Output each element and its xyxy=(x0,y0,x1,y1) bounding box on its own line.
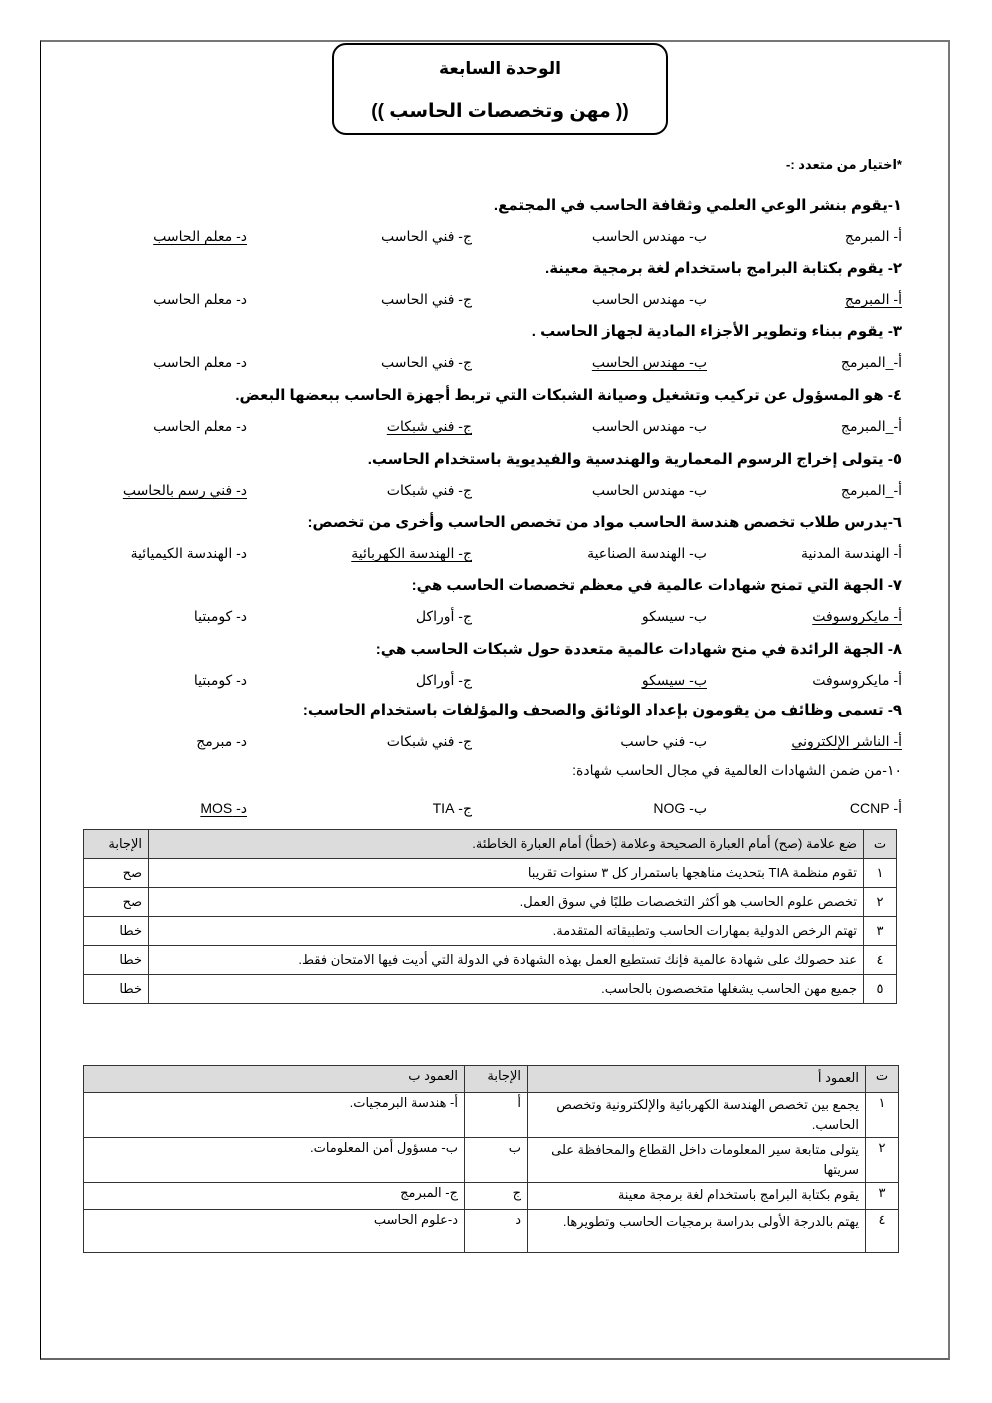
answer-option: د- كومبتيا xyxy=(193,672,247,688)
header-number: ت xyxy=(864,830,897,859)
true-false-table xyxy=(83,829,897,1004)
answer-option-correct: د- MOS xyxy=(200,800,247,816)
row-answer: د xyxy=(465,1210,528,1253)
answer-option-correct: ج- فني شبكات xyxy=(386,418,472,434)
answer-option-correct: أ- الناشر الإلكتروني xyxy=(791,733,902,749)
answer-option: د- الهندسة الكيميائية xyxy=(130,545,247,561)
header-number: ت xyxy=(866,1066,899,1093)
answer-option: ب- مهندس الحاسب xyxy=(591,228,707,244)
question-text: ١٠-من ضمن الشهادات العالمية في مجال الحاسب شهادة: xyxy=(572,762,902,778)
row-answer: خطا xyxy=(84,917,149,946)
answer-option-correct: د- فني رسم بالحاسب xyxy=(122,482,247,498)
table-row xyxy=(84,1210,899,1253)
row-number: ٢ xyxy=(866,1138,899,1183)
answer-option-correct: أ- مايكروسوفت xyxy=(812,608,902,624)
unit-title: الوحدة السابعة xyxy=(439,59,561,78)
answer-option: ج- فني شبكات xyxy=(386,482,472,498)
question-text: ٦-يدرس طلاب تخصص هندسة الحاسب مواد من تخصص الحاسب وأخرى من تخصص: xyxy=(307,514,902,531)
row-answer: ج xyxy=(465,1183,528,1210)
row-statement: عند حصولك على شهادة عالمية فإنك تستطيع العمل بهذه الشهادة في الدولة التي أديت فيها الامتحان فقط. xyxy=(149,946,864,975)
mcq-section-label: *اختيار من متعدد :- xyxy=(786,157,902,172)
answer-option: ج- فني الحاسب xyxy=(381,354,472,370)
table-row xyxy=(84,917,897,946)
answer-option-correct: د- معلم الحاسب xyxy=(153,228,247,244)
row-statement: تهتم الرخص الدولية بمهارات الحاسب وتطبيقاته المتقدمة. xyxy=(149,917,864,946)
answer-option: ج- فني الحاسب xyxy=(381,291,472,307)
row-number: ٢ xyxy=(864,888,897,917)
question-text: ٨- الجهة الرائدة في منح شهادات عالمية متعددة حول شبكات الحاسب هي: xyxy=(375,641,902,658)
answer-option: ب- مهندس الحاسب xyxy=(591,418,707,434)
answer-option: د- معلم الحاسب xyxy=(153,354,247,370)
answer-option: ب- مهندس الحاسب xyxy=(591,482,707,498)
answer-option: د- مبرمج xyxy=(196,733,247,749)
row-number: ٥ xyxy=(864,975,897,1004)
answer-option: ب- سيسكو xyxy=(641,608,707,624)
answer-option: د- معلم الحاسب xyxy=(153,291,247,307)
answer-option-correct: ب- مهندس الحاسب xyxy=(591,354,707,370)
answer-option: ب- NOG xyxy=(653,800,707,816)
row-column-b: د-علوم الحاسب xyxy=(84,1210,465,1253)
answer-option-correct: ب- سيسكو xyxy=(641,672,707,688)
answer-option: أ-_المبرمج xyxy=(840,418,902,434)
answer-option-correct: ج- الهندسة الكهربائية xyxy=(351,545,472,561)
table-row xyxy=(84,888,897,917)
question-text: ٥- يتولى إخراج الرسوم المعمارية والهندسية والفيديوية باستخدام الحاسب. xyxy=(367,451,902,468)
answer-option: ب- الهندسة الصناعية xyxy=(587,545,707,561)
row-number: ١ xyxy=(866,1093,899,1138)
question-text: ٢- يقوم بكتابة البرامج باستخدام لغة برمجية معينة. xyxy=(545,260,902,277)
row-number: ١ xyxy=(864,859,897,888)
row-answer: أ xyxy=(465,1093,528,1138)
answer-option: ب- مهندس الحاسب xyxy=(591,291,707,307)
answer-option-correct: أ- المبرمج xyxy=(844,291,902,307)
question-text: ١-يقوم بنشر الوعي العلمي وثقافة الحاسب في المجتمع. xyxy=(493,197,902,214)
answer-option: ج- فني الحاسب xyxy=(381,228,472,244)
answer-option: أ- مايكروسوفت xyxy=(812,672,902,688)
table-row xyxy=(84,975,897,1004)
row-number: ٣ xyxy=(864,917,897,946)
header-column-b: العمود ب xyxy=(84,1066,465,1093)
header-answer: الإجابة xyxy=(84,830,149,859)
row-number: ٤ xyxy=(866,1210,899,1253)
answer-option: ب- فني حاسب xyxy=(620,733,707,749)
table-row xyxy=(84,1093,899,1138)
answer-option: أ-_المبرمج xyxy=(840,482,902,498)
row-column-b: ج- المبرمج xyxy=(84,1183,465,1210)
answer-option: ج- أوراكل xyxy=(415,608,472,624)
row-column-a: يتولى متابعة سير المعلومات داخل القطاع والمحافظة على سريتها xyxy=(528,1138,866,1183)
answer-option: أ- الهندسة المدنية xyxy=(801,545,902,561)
answer-option: أ- المبرمج xyxy=(844,228,902,244)
unit-subtitle: (( مهن وتخصصات الحاسب )) xyxy=(371,101,629,122)
question-text: ٤- هو المسؤول عن تركيب وتشغيل وصيانة الشبكات التي تربط أجهزة الحاسب ببعضها البعض. xyxy=(235,387,902,404)
row-column-a: يهتم بالدرجة الأولى بدراسة برمجيات الحاسب وتطويرها. xyxy=(528,1210,866,1253)
header-answer: الإجابة xyxy=(465,1066,528,1093)
row-answer: ب xyxy=(465,1138,528,1183)
row-answer: صح xyxy=(84,888,149,917)
row-answer: صح xyxy=(84,859,149,888)
table-row xyxy=(84,946,897,975)
table-header-row xyxy=(84,830,897,859)
answer-option: ج- أوراكل xyxy=(415,672,472,688)
header-column-a: العمود أ xyxy=(528,1066,866,1093)
table-row xyxy=(84,1138,899,1183)
row-number: ٣ xyxy=(866,1183,899,1210)
table-row xyxy=(84,859,897,888)
row-answer: خطا xyxy=(84,946,149,975)
row-column-b: أ- هندسة البرمجيات. xyxy=(84,1093,465,1138)
question-text: ٣- يقوم ببناء وتطوير الأجزاء المادية لجهاز الحاسب . xyxy=(531,323,902,340)
row-statement: جميع مهن الحاسب يشغلها متخصصون بالحاسب. xyxy=(149,975,864,1004)
table-row xyxy=(84,1183,899,1210)
answer-option: ج- TIA xyxy=(432,800,472,816)
row-column-b: ب- مسؤول أمن المعلومات. xyxy=(84,1138,465,1183)
question-text: ٩- تسمى وظائف من يقومون بإعداد الوثائق والصحف والمؤلفات باستخدام الحاسب: xyxy=(302,702,902,719)
table-header-row xyxy=(84,1066,899,1093)
row-column-a: يجمع بين تخصص الهندسة الكهربائية والإلكترونية وتخصص الحاسب. xyxy=(528,1093,866,1138)
question-text: ٧- الجهة التي تمنح شهادات عالمية في معظم تخصصات الحاسب هي: xyxy=(411,577,902,594)
row-number: ٤ xyxy=(864,946,897,975)
row-answer: خطا xyxy=(84,975,149,1004)
answer-option: أ- CCNP xyxy=(849,800,902,816)
header-statement: ضع علامة (صح) أمام العبارة الصحيحة وعلامة (خطأ) أمام العبارة الخاطئة. xyxy=(149,830,864,859)
answer-option: د- معلم الحاسب xyxy=(153,418,247,434)
unit-title-box xyxy=(332,43,668,135)
answer-option: أ-_المبرمج xyxy=(840,354,902,370)
row-statement: تخصص علوم الحاسب هو أكثر التخصصات طلبًا في سوق العمل. xyxy=(149,888,864,917)
row-statement: تقوم منظمة TIA بتحديث مناهجها باستمرار كل ٣ سنوات تقريبا xyxy=(149,859,864,888)
answer-option: د- كومبتيا xyxy=(193,608,247,624)
row-column-a: يقوم بكتابة البرامج باستخدام لغة برمجة معينة xyxy=(528,1183,866,1210)
matching-table xyxy=(83,1065,899,1253)
answer-option: ج- فني شبكات xyxy=(386,733,472,749)
